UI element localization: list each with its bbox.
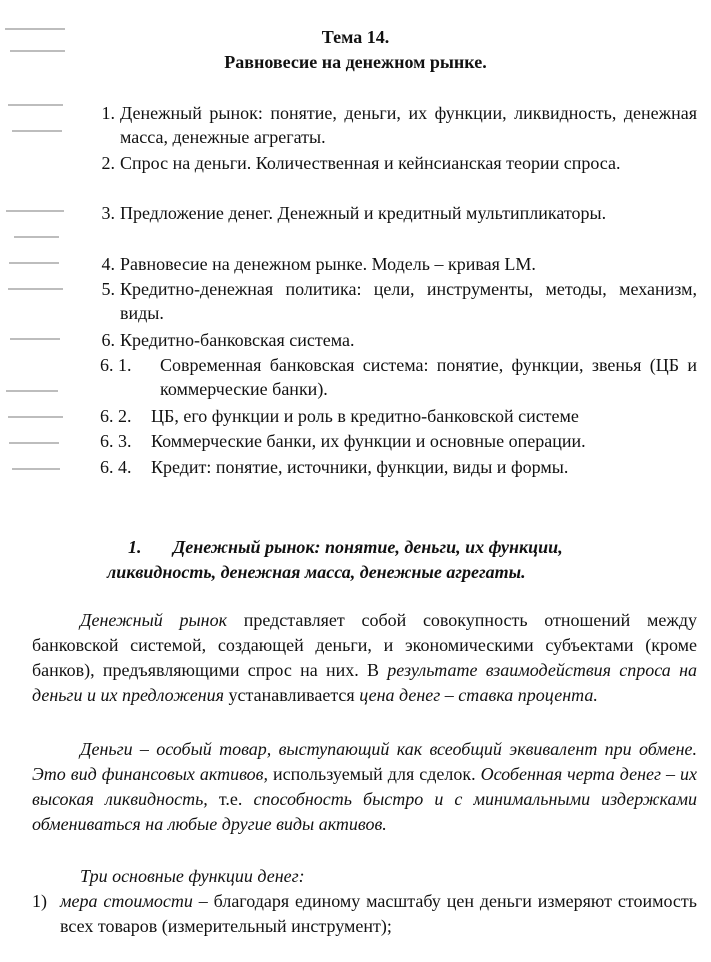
toc-item: [0, 328, 711, 352]
toc-item-number: 6.: [101, 330, 115, 350]
section-title-line1: Денежный рынок: понятие, деньги, их функции,: [173, 537, 563, 557]
toc-item: [0, 277, 711, 325]
toc-item-number: 5.: [101, 279, 115, 299]
toc-item-text: ЦБ, его функции и роль в кредитно-банковской системе: [151, 406, 579, 426]
toc-item-number: 6. 2.: [100, 406, 132, 426]
toc-item-text: Предложение денег. Денежный и кредитный мультипликаторы.: [120, 203, 607, 223]
toc-item: [0, 151, 711, 199]
paragraph-text: т.е.: [218, 789, 243, 809]
toc-item: [0, 101, 711, 149]
toc-item-text: Спрос на деньги. Количественная и кейнсианская теории спроса.: [120, 153, 621, 173]
toc-subitem: [0, 429, 711, 453]
toc-subitem: [0, 404, 711, 428]
toc-item-number: 4.: [101, 254, 115, 274]
section-title-line2: ликвидность, денежная масса, денежные агрегаты.: [107, 562, 526, 582]
list-item-number: 1): [32, 891, 47, 911]
toc-item-number: 1.: [101, 103, 115, 123]
toc-item-number: 6. 3.: [100, 431, 132, 451]
toc-item-text: Коммерческие банки, их функции и основные операции.: [151, 431, 586, 451]
toc-item: [0, 252, 711, 276]
topic-heading: Тема 14.: [321, 27, 390, 47]
paragraph-italic: цена денег – ставка процента.: [359, 685, 598, 705]
toc-item-text: Денежный рынок: понятие, деньги, их функции, ликвидность, денежная масса, денежные агрегаты.: [120, 103, 697, 147]
toc-item-text: Кредитно-денежная политика: цели, инструменты, методы, механизм, виды.: [120, 279, 697, 323]
toc-subitem: [0, 353, 711, 401]
paragraph-italic: Деньги – особый товар, выступающий как всеобщий эквивалент при обмене. Это вид финансовых активов,: [32, 739, 697, 784]
list-item: [32, 889, 697, 939]
term-money-market: Денежный рынок: [80, 610, 228, 630]
paragraph-text: используемый для сделок.: [272, 764, 476, 784]
paragraph-money-definition: [32, 737, 697, 837]
page-title: Равновесие на денежном рынке.: [224, 52, 487, 72]
functions-intro: Три основные функции денег:: [80, 866, 305, 886]
paragraph-text: устанавливается: [228, 685, 355, 705]
section-number: 1.: [128, 537, 142, 557]
paragraph-italic: способность быстро и с минимальными издержками обмениваться на любые другие виды активов.: [32, 789, 698, 834]
toc-item-text: Кредит: понятие, источники, функции, виды и формы.: [151, 457, 569, 477]
toc-item-text: Современная банковская система: понятие, функции, звенья (ЦБ и коммерческие банки).: [160, 355, 697, 399]
paragraph-text: представляет собой совокупность отношений между банковской системой, создающей деньги, и экономическими субъектами (кроме банков), предъявляющими спрос на них. В: [32, 610, 697, 680]
term-measure-of-value: мера стоимости: [60, 891, 193, 911]
toc-item-text-part: Равновесие на денежном рынке. Модель – кривая LM.: [120, 254, 536, 274]
paragraph-italic: Особенная черта денег – их высокая ликвидность,: [32, 764, 698, 809]
toc-item-text: [120, 252, 697, 276]
toc-item-number: 3.: [101, 203, 115, 223]
toc-item: [0, 201, 711, 249]
paragraph-money-market: [32, 608, 697, 708]
paragraph-italic: результате взаимодействия спроса на деньги и их предложения: [32, 660, 697, 705]
toc-subitem: [0, 455, 711, 479]
list-item-text: – благодаря единому масштабу цен деньги измеряют стоимость всех товаров (измерительный инструмент);: [60, 891, 697, 936]
functions-list: [32, 889, 697, 939]
toc-item-text: Кредитно-банковская система.: [120, 330, 355, 350]
toc-item-number: 6. 4.: [100, 457, 132, 477]
toc-item-number: 2.: [101, 153, 115, 173]
toc-item-number: 6. 1.: [100, 355, 132, 375]
